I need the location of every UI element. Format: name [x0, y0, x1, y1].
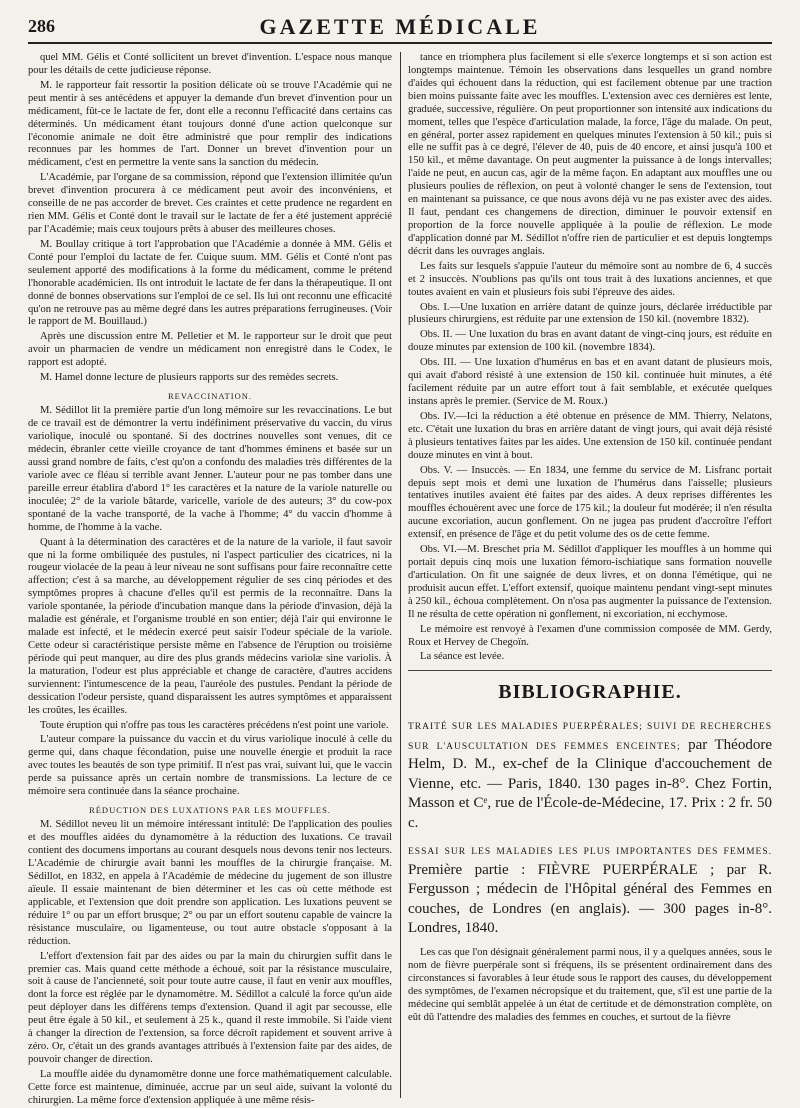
section-heading: REVACCINATION.	[168, 391, 252, 402]
paragraph: Toute éruption qui n'offre pas tous les caractères précédens n'est point une variole.	[40, 719, 389, 731]
paragraph: L'effort d'extension fait par des aides ou par la main du chirurgien suffit dans le premier cas. Mais quand cette méthode a échoué, soit par la résistance musculaire, soit à cause de l'ancienneté, soit pour toute autre cause, il faut en venir aux mouffles, dont la force est réglée par le dynamomètre. M. Sédillot a calculé la force qu'un aide peut déployer dans les différens temps d'extension. Quand il agit par secousse, elle peut être égale à 50 kil., et seulement à 25 k., quand il reste immobile. Si l'aide vient à changer la direction de l'extension, sa force décroît rapidement et souvent arrive à zéro. Or, c'était un des grands avantages attribués à l'extension faite par des aides, de pouvoir changer de direction.	[28, 950, 392, 1066]
paragraph: Le mémoire est renvoyé à l'examen d'une commission composée de MM. Gerdy, Roux et Hervey de Chegoïn.	[408, 623, 772, 648]
paragraph: M. Boullay critique à tort l'approbation que l'Académie a donnée à MM. Gélis et Conté pour l'emploi du lactate de fer. Cuique suum. MM. Gélis et Conté n'ont pas seulement apporté des modifications à la forme du médicament, comme le prétend l'honorable académicien. Ils ont introduit le lactate de fer dans la thérapeutique. Il ont donné de bonnes observations sur l'emploi de ce sel. Ils lui ont reconnu une efficacité qu'on ne retrouve pas au même degré dans les autres préparations ferrugineuses. (Voir le rapport de M. Bouillaud.)	[28, 238, 392, 328]
paragraph: tance en triomphera plus facilement si elle s'exerce longtemps et si son action est longtemps maintenue. Témoin les observations dans lesquelles un grand nombre d'aides qui échouent dans la réduction, qui est facilement obtenue par une traction bien moins puissante faite avec les mouffles. L'extension avec ces dernières est lente, graduée, successive, régulière. On peut proportionner son intensité aux indications du moment, telles que l'espèce d'articulation malade, la force, l'âge du malade. On peut, en général, porter assez rapidement en quelques minutes l'extension à 50 kil.; puis si elle ne suffit pas à ce degré, l'élever de 40, puis de 40 encore, et ainsi jusqu'à 100 et 150 kil., et même davantage. On peut augmenter la puissance à de longs intervalles; l'aide ne peut, en aucun cas, agir de la même façon. En adaptant aux mouffles une ou plusieurs poulies de réflexion, on peut à volonté changer le sens de l'extension, tout en maintenant sa puissance, ce que nous avons déjà vu ne pas exister avec des aides. Il faut, pendant ces changemens de direction, diminuer le pouvoir extensif en proportion de la force nouvelle appliquée à la poulie de réflexion. Le mode d'application donné par M. Sédillot n'offre rien de particulier et est depuis longtemps décrit dans les ouvrages anglais.	[408, 52, 772, 257]
page-header	[28, 14, 772, 44]
observation: Obs. III. — Une luxation d'humérus en bas et en avant datant de plusieurs mois, qui avait d'abord résisté à une extension de 150 kil. continuée huit minutes, a été facilement réduite par un autre effort tout à fait semblable, et exécutée quelques instans après le premier. (Service de M. Roux.)	[408, 357, 772, 407]
observation: Obs. VI.—M. Breschet pria M. Sédillot d'appliquer les mouffles à un homme qui portait depuis cinq mois une luxation fémoro-ischiatique sans formation nouvelle d'articulation. On fit une saignée de deux livres, et on donna l'émétique, qui ne produisit aucun effet. L'effort extensif, quoique maintenu pendant vingt-sept minutes à 250 kil., échoua complètement. On n'osa pas augmenter la puissance de l'extension. Il ne résulta de cette opération ni gonflement, ni excoriation, ni ecchymose.	[408, 544, 772, 620]
paragraph: M. le rapporteur fait ressortir la position délicate où se trouve l'Académie qui ne peut mentir à ses antécédens et appuyer la demande d'un brevet d'invention pour un médicament, fût-ce le lactate de fer, dont elle a reconnu l'efficacité dans certains cas déterminés. Un médicament étant toujours donné d'une action quelconque sur l'économie animale ne doit être administré que pour remplir des indications reconnues par les hommes de l'art. Donner un brevet d'invention pour un médicament, c'est en permettre la vente sans la sanction du médecin.	[28, 79, 392, 169]
paragraph: L'Académie, par l'organe de sa commission, répond que l'extension illimitée qu'un brevet d'invention procurera à ce médicament peut avoir des inconvéniens, et conseille de ne pas accorder de brevet. Ces craintes et cette prudence ne regardent en rien MM. Gélis et Conté dont le travail sur le lactate de fer a été justement apprécié par l'Académie; mais ceux toujours prêts à abuser des meilleures choses.	[28, 172, 392, 235]
paragraph: quel MM. Gélis et Conté sollicitent un brevet d'invention. L'espace nous manque pour les détails de cette judicieuse réponse.	[28, 52, 392, 76]
section-heading: RÉDUCTION DES LUXATIONS PAR LES MOUFFLES.	[89, 805, 331, 816]
observation: Obs. V. — Insuccès. — En 1834, une femme du service de M. Lisfranc portait depuis sept mois et demi une luxation de l'humérus dans l'aisselle; plusieurs tentatives inutiles avaient été faites par des aides. A deux reprises différentes les mouffles échouèrent avec une force de 175 kil.; la douleur fut modérée; il n'en résulta aucune excoriation, aucun gonflement. On ne jugea pas prudent d'accroître l'effort extensif, en présence de l'âge et du petit volume des os de cette femme.	[408, 464, 772, 541]
paragraph: Après une discussion entre M. Pelletier et M. le rapporteur sur le droit que peut avoir un pharmacien de vendre un médicament non enregistré dans le Codex, le rapport est adopté.	[28, 331, 392, 369]
paragraph: M. Hamel donne lecture de plusieurs rapports sur des remèdes secrets.	[40, 372, 339, 384]
masthead-title: GAZETTE MÉDICALE	[259, 14, 541, 39]
paragraph: M. Sédillot lit la première partie d'un long mémoire sur les revaccinations. Le but de ce travail est de démontrer la vertu indéfiniment préservative du vaccin, du virus variolique, inoculé ou spontané. Si des doctrines nouvelles sont venues, dit ce médecin, ébranler cette vieille croyance de tant d'hommes éminens et basée sur un aussi grand nombre de faits, c'est qu'on a confondu des maladies très différentes de la variole avec ce fléau si terrible avant Jenner. L'auteur pour ne pas tomber dans une pareille erreur établira d'abord 1° les caractères et la nature de la variole naturelle ou inoculée; 2° de la variole bâtarde, varicelle, variole de des auteurs; 3° du cow-pox spontané de la vache transporté, de la vache à l'homme; 4° du vaccin d'homme à homme, de l'homme à la vache.	[28, 405, 392, 533]
paragraph: Les faits sur lesquels s'appuie l'auteur du mémoire sont au nombre de 6, 4 succès et 2 insuccès. N'oublions pas qu'ils ont tous trait à des luxations anciennes, et que toutes avaient en vain et plusieurs fois subi l'épreuve des aides.	[408, 260, 772, 298]
paragraph: L'auteur compare la puissance du vaccin et du virus variolique inoculé à celle du germe qui, dans chaque fécondation, puise une nouvelle énergie et produit la race avec toutes les beautés de son type primitif. Il n'est pas vrai, suivant lui, que le vaccin perde sa puissance après un certain nombre de transmissions. La lecture de ce mémoire sera continuée dans la séance prochaine.	[28, 734, 392, 798]
entry-title: TRAITÉ SUR LES MALADIES PUERPÉRALES; SUIVI DE RECHERCHES SUR L'AUSCULTATION DES FEMMES ENCEINTES;	[408, 722, 772, 752]
paragraph: La séance est levée.	[420, 651, 505, 663]
paragraph: M. Sédillot neveu lit un mémoire intéressant intitulé: De l'application des poulies et des mouffles aidées du dynamomètre à la réduction des luxations. Ce travail contient des documens importans au courant desquels nous devons tenir nos lecteurs. L'Académie de chirurgie avait banni les mouffles de la chirurgie française. M. Sédillot, en 1832, en appela à l'Académie de médecine du jugement de son illustre aïeule. Il essaie maintenant de bien déterminer et les cas où cette méthode est applicable, et l'extension que doit prendre son application. Les luxations peuvent se réduire 1° ou par un effort brusque; 2° ou par un effort soutenu capable de vaincre la résistance musculaire, ou ligamenteuse, ou tout autre obstacle s'opposant à la réduction.	[28, 819, 392, 947]
entry-title: ESSAI SUR LES MALADIES LES PLUS IMPORTANTES DES FEMMES.	[408, 847, 772, 858]
section-rule	[408, 670, 772, 671]
bibliography-entry	[408, 841, 772, 939]
entry-details: Première partie : FIÈVRE PUERPÉRALE ; par R. Fergusson ; médecin de l'Hôpital général des Femmes en couches, de Londres (en anglais). — 300 pages in-8°. Londres, 1840.	[408, 861, 772, 937]
paragraph: La mouffle aidée du dynamomètre donne une force mathématiquement calculable. Cette force est maintenue, diminuée, accrue par un seul aide, suivant la volonté du chirurgien. La même force d'extension appliquée à une même résis-	[28, 1068, 392, 1106]
bibliography-heading: BIBLIOGRAPHIE.	[498, 681, 682, 704]
column-divider	[400, 52, 401, 1098]
paragraph: Les cas que l'on désignait généralement parmi nous, il y a quelques années, sous le nom de fièvre puerpérale sont si fréquens, ils se présentent ordinairement dans des circonstances si favorables à leur étude sous le rapport des causes, du développement des symptômes, de l'examen nécropsique et du traitement, que, s'il est une partie de la médecine qui semblât appelée à un état de certitude et de démonstration complète, on eût dû l'attendre des maladies des femmes en couches, et surtout de la fièvre	[408, 946, 772, 1023]
left-column	[28, 52, 392, 1106]
page-number: 286	[28, 16, 55, 36]
bibliography-entry	[408, 716, 772, 833]
observation: Obs. I.—Une luxation en arrière datant de quinze jours, déclarée irréductible par plusieurs chirurgiens, est réduite par une extension de 150 kil. (novembre 1832).	[408, 301, 772, 326]
paragraph: Quant à la détermination des caractères et de la nature de la variole, il faut savoir que ni la forme ombiliquée des pustules, ni l'aspect particulier des cicatrices, ni la rougeur violacée de la peau à leur niveau ne sont suffisans pour faire reconnaître cette affection; c'est à sa marche, au développement régulier de ses cinq périodes et des symptômes propres à chacune d'elles qu'il est permis de la reconnaître. Dans la variole spontanée, la période d'incubation manque dans la période d'invasion, déjà la maladie est générale, et l'organisme troublé en son entier; déjà l'air qui environne le malade est infecté, et le médecin exercé peut saisir l'odeur spéciale de la variole. Cette odeur si caractéristique persiste même en l'absence de l'éruption ou troisième période qui peut manquer, au dire des plus grands médecins variolæ sine variolis. À la maturation, l'odeur est plus appréciable et change de caractère, d'autres accidens surviennent: l'intumescence de la peau, l'auréole des pustules. Pendant la période de dessication l'odeur persiste, quand disparaissent les autres symptômes et apparaissent les croûtes, les écailles.	[28, 536, 392, 716]
right-column	[408, 52, 772, 1098]
observation: Obs. II. — Une luxation du bras en avant datant de vingt-cinq jours, est réduite en douze minutes par extension de 100 kil. (novembre 1834).	[408, 329, 772, 354]
entry-details: par Théodore Helm, D. M., ex-chef de la Clinique d'accouchement de Vienne, etc. — Paris, 1840. 130 pages in-8°. Chez Fortin, Masson et Cᵉ, rue de l'École-de-Médecine, 17. Prix : 2 fr. 50 c.	[408, 736, 772, 831]
observation: Obs. IV.—Ici la réduction a été obtenue en présence de MM. Thierry, Nelatons, etc. C'était une luxation du bras en arrière datant de vingt jours, qui avait déjà résisté à plusieurs tentatives faites par les aides. Une extension de 150 kil. continuée pendant douze minutes en vint à bout.	[408, 410, 772, 461]
